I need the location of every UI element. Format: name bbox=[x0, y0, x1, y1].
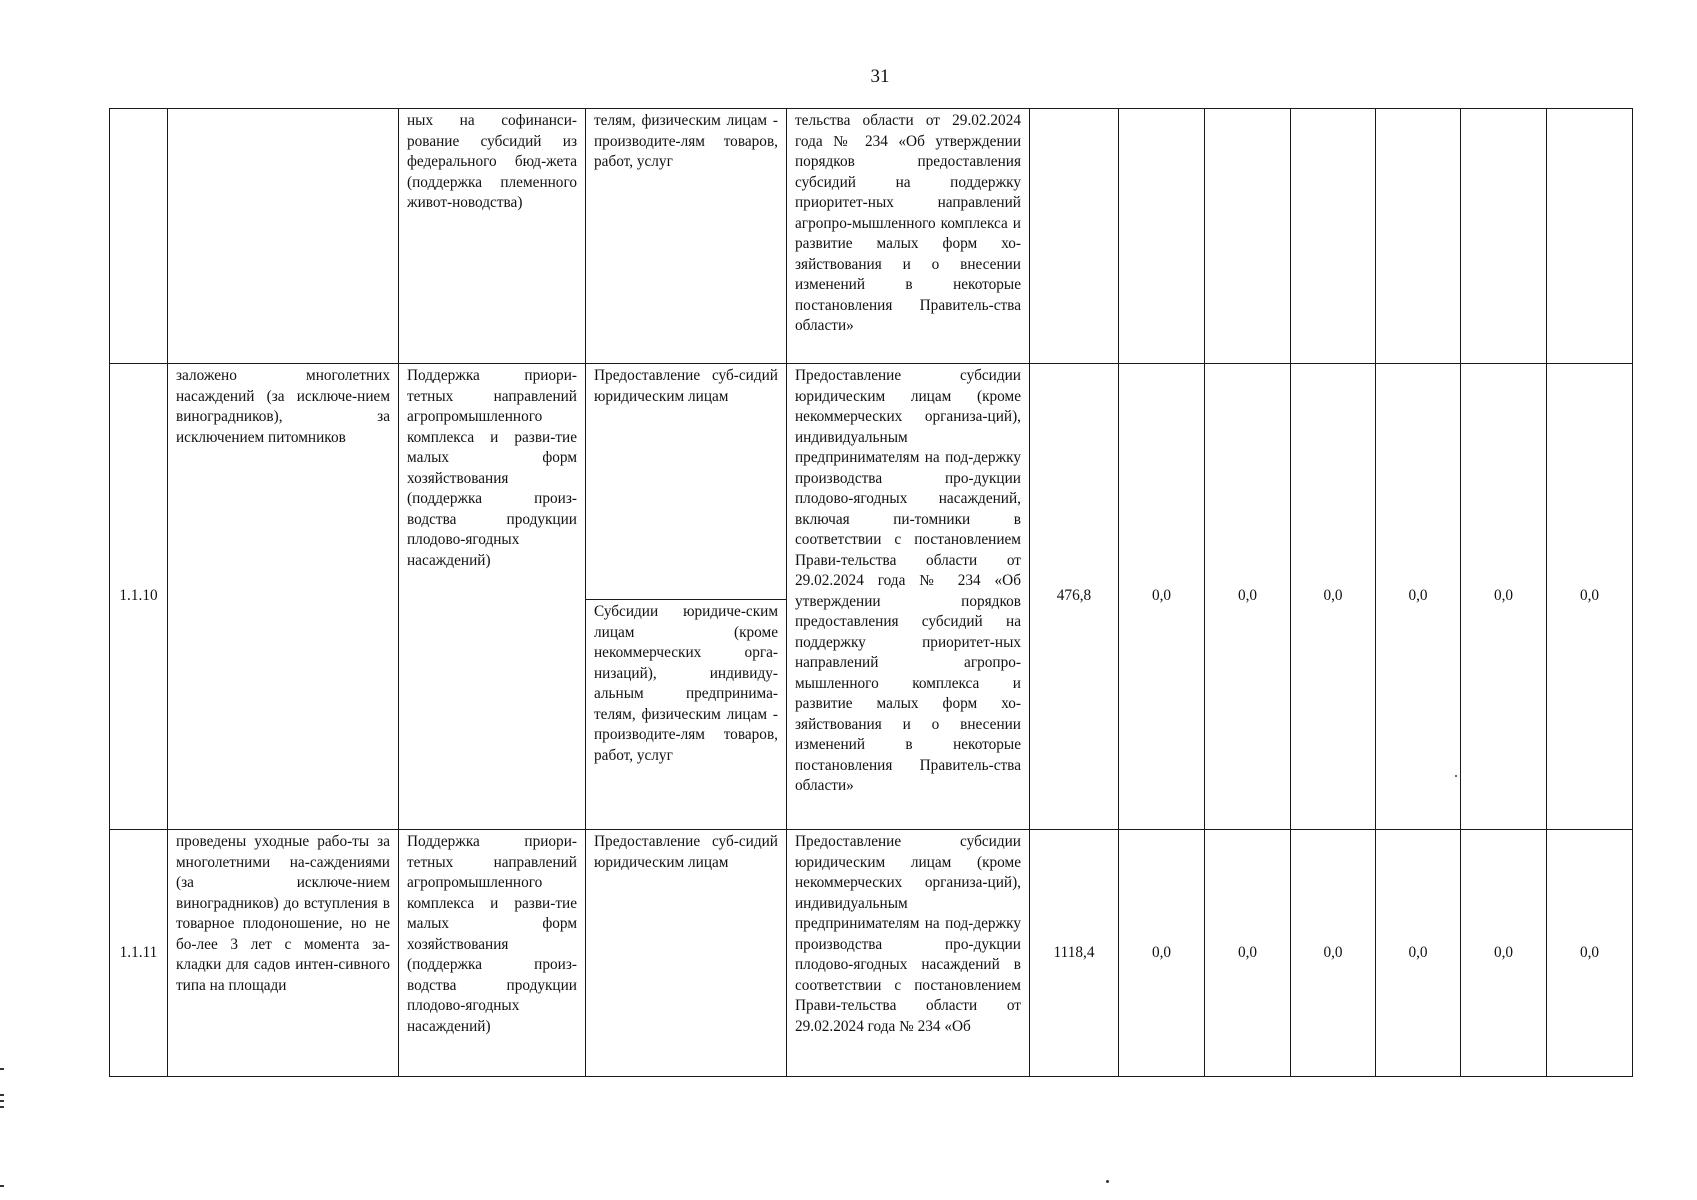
measure-cell: Предоставление суб-сидий юридическим лицам bbox=[586, 364, 787, 600]
page-number: 31 bbox=[870, 66, 890, 87]
table-row-1-1-10 bbox=[110, 364, 1633, 600]
value-cell bbox=[1376, 109, 1461, 364]
direction-cell: ных на софинанси-рование субсидий из федерального бюд-жета (поддержка племенного живот-новодства) bbox=[399, 109, 586, 364]
scan-dot bbox=[1106, 1180, 1109, 1183]
value-cell bbox=[1291, 109, 1376, 364]
value-cell: 0,0 bbox=[1461, 364, 1547, 830]
value-cell: 0,0 bbox=[1547, 830, 1633, 1077]
indicator-cell bbox=[168, 109, 399, 364]
scan-dot bbox=[1455, 775, 1457, 777]
indicator-cell: заложено многолетних насаждений (за исключе-нием виноградников), за исключением питомников bbox=[168, 364, 399, 830]
direction-cell: Поддержка приори-тетных направлений агропромышленного комплекса и разви-тие малых форм хозяйствования (поддержка произ-водства продукции плодово-ягодных насаждений) bbox=[399, 364, 586, 830]
value-cell bbox=[1030, 109, 1119, 364]
measure-cell: Субсидии юридиче-ским лицам (кроме некоммерческих орга-низаций), индивиду-альным предпринима-телям, физическим лицам - производите-лям товаров, работ, услуг bbox=[586, 600, 787, 830]
row-code bbox=[110, 109, 168, 364]
indicator-cell: проведены уходные рабо-ты за многолетними на-саждениями (за исключе-нием виноградников) до вступления в товарное плодоношение, но не бо-лее 3 лет с момента за-кладки для садов интен-сивного типа на площади bbox=[168, 830, 399, 1077]
scan-mark bbox=[0, 1068, 4, 1070]
value-cell bbox=[1461, 109, 1547, 364]
value-cell: 0,0 bbox=[1376, 364, 1461, 830]
value-cell: 0,0 bbox=[1205, 830, 1291, 1077]
scan-mark bbox=[0, 1094, 4, 1096]
row-code: 1.1.10 bbox=[110, 364, 168, 830]
value-cell bbox=[1205, 109, 1291, 364]
value-cell: 0,0 bbox=[1119, 830, 1205, 1077]
value-cell bbox=[1547, 109, 1633, 364]
value-cell: 0,0 bbox=[1461, 830, 1547, 1077]
value-cell: 0,0 bbox=[1547, 364, 1633, 830]
basis-cell: Предоставление субсидии юридическим лицам (кроме некоммерческих организа-ций), индивидуальным предпринимателям на под-держку производства про-дукции плодово-ягодных насаждений, включая пи-томники в соответствии с постановлением Прави-тельства области от 29.02.2024 года № 234 «Об утверждении порядков предоставления субсидий на поддержку приоритет-ных направлений агропро-мышленного комплекса и развитие малых форм хо-зяйствования и о внесении изменений в некоторые постановления Правитель-ства области» bbox=[787, 364, 1030, 830]
direction-cell: Поддержка приори-тетных направлений агропромышленного комплекса и разви-тие малых форм хозяйствования (поддержка произ-водства продукции плодово-ягодных насаждений) bbox=[399, 830, 586, 1077]
basis-cell: Предоставление субсидии юридическим лицам (кроме некоммерческих организа-ций), индивидуальным предпринимателям на под-держку производства про-дукции плодово-ягодных насаждений в соответствии с постановлением Прави-тельства области от 29.02.2024 года № 234 «Об bbox=[787, 830, 1030, 1077]
scan-mark bbox=[0, 1106, 4, 1108]
value-cell: 0,0 bbox=[1205, 364, 1291, 830]
row-code: 1.1.11 bbox=[110, 830, 168, 1077]
table-row-continuation bbox=[110, 109, 1633, 364]
program-table bbox=[109, 108, 1633, 1077]
value-cell: 476,8 bbox=[1030, 364, 1119, 830]
table-row-1-1-11 bbox=[110, 830, 1633, 1077]
measure-cell: телям, физическим лицам - производите-лям товаров, работ, услуг bbox=[586, 109, 787, 364]
value-cell: 0,0 bbox=[1119, 364, 1205, 830]
value-cell: 0,0 bbox=[1291, 364, 1376, 830]
value-cell: 0,0 bbox=[1291, 830, 1376, 1077]
scan-mark bbox=[0, 1100, 4, 1102]
value-cell bbox=[1119, 109, 1205, 364]
value-cell: 1118,4 bbox=[1030, 830, 1119, 1077]
measure-cell: Предоставление суб-сидий юридическим лицам bbox=[586, 830, 787, 1077]
value-cell: 0,0 bbox=[1376, 830, 1461, 1077]
basis-cell: тельства области от 29.02.2024 года № 234 «Об утверждении порядков предоставления субсидий на поддержку приоритет-ных направлений агропро-мышленного комплекса и развитие малых форм хо-зяйствования и о внесении изменений в некоторые постановления Правитель-ства области» bbox=[787, 109, 1030, 364]
scan-mark bbox=[0, 1185, 4, 1187]
